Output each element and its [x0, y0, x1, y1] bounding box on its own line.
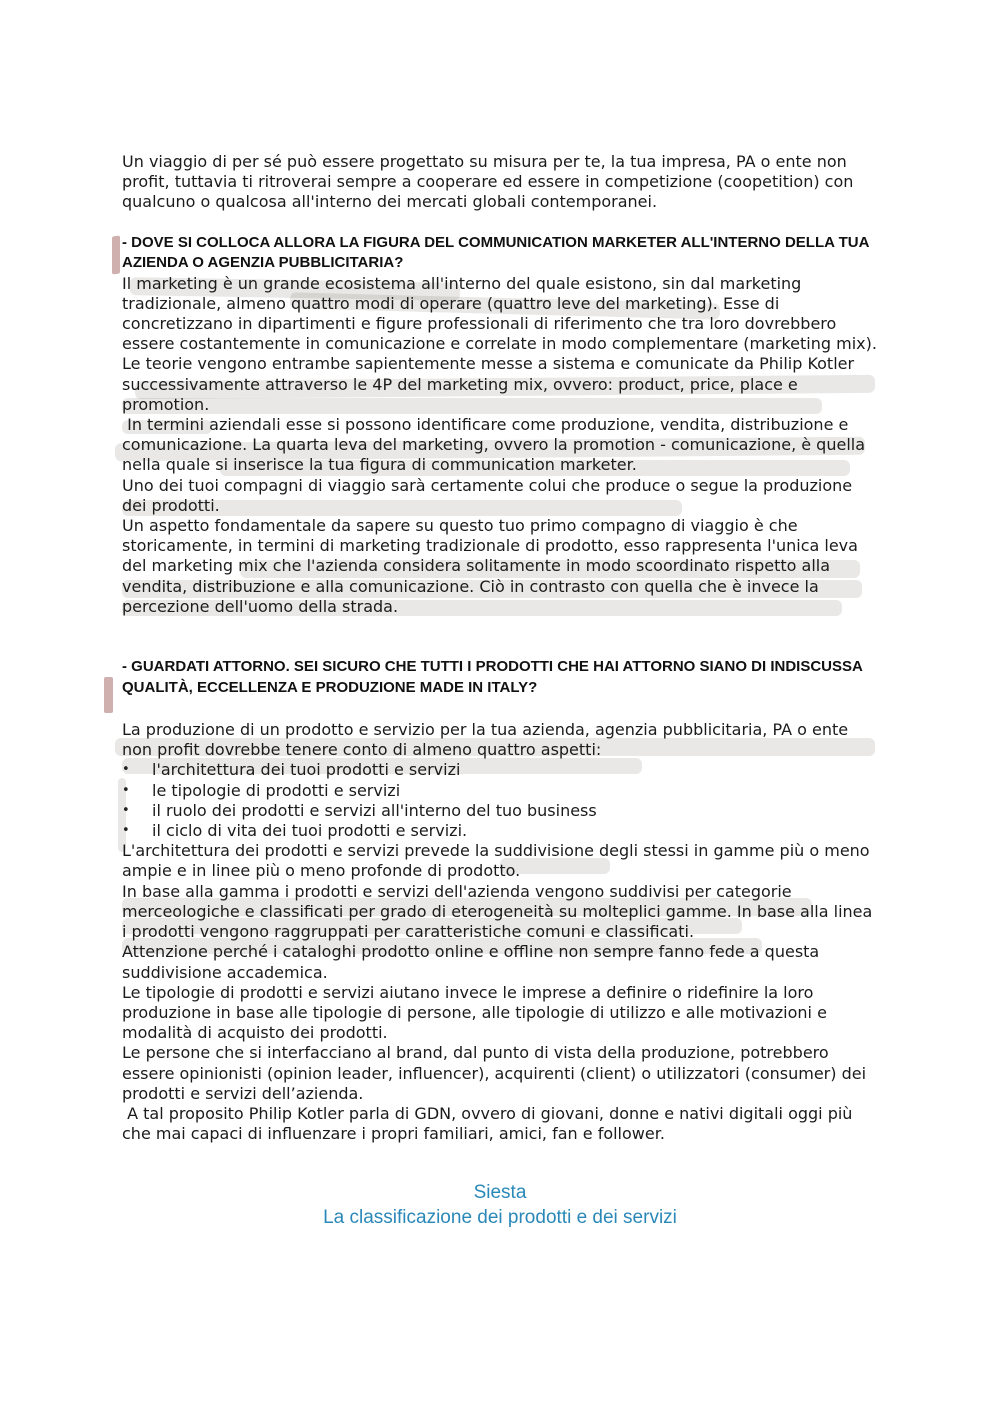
document-body — [122, 152, 878, 1144]
paragraph: Le teorie vengono entrambe sapientemente messe a sistema e comunicate da Philip Kotler successivamente attraverso le 4P del marketing mix, ovvero: product, price, place e promotion. — [122, 354, 855, 414]
section-heading-1: - DOVE SI COLLOCA ALLORA LA FIGURA DEL COMMUNICATION MARKETER ALL'INTERNO DELLA TUA AZIENDA O AGENZIA PUBBLICITARIA? — [122, 233, 869, 272]
paragraph: Le tipologie di prodotti e servizi aiutano invece le imprese a definire o ridefinire la loro produzione in base alle tipologie di persone, alle tipologie di utilizzo e alle motivazioni e modalità di acquisto dei prodotti. — [122, 982, 827, 1043]
section-heading-2: - GUARDATI ATTORNO. SEI SICURO CHE TUTTI I PRODOTTI CHE HAI ATTORNO SIANO DI INDISCUSSA QUALITÀ, ECCELLENZA E PRODUZIONE MADE IN ITALY? — [122, 658, 863, 696]
list-item: • il ciclo di vita dei tuoi prodotti e servizi. — [122, 821, 878, 841]
paragraph: A tal proposito Philip Kotler parla di GDN, ovvero di giovani, donne e nativi digitali oggi più che mai capaci di influenzare i propri familiari, amici, fan e follower. — [122, 1103, 858, 1144]
paragraph: Uno dei tuoi compagni di viaggio sarà certamente colui che produce o segue la produzione dei prodotti. — [122, 475, 853, 515]
intro-paragraph: Un viaggio di per sé può essere progettato su misura per te, la tua impresa, PA o ente non profit, tuttavia ti ritroverai sempre a cooperare ed essere in competizione (coopetition) con qualcuno o qualcosa all'interno dei mercati globali contemporanei. — [122, 152, 854, 212]
paragraph: Il marketing è un grande ecosistema all'interno del quale esistono, sin dal marketing tradizionale, almeno quattro modi di operare (quattro leve del marketing). Esse di concretizzano in dipartimenti e figure professionali di riferimento che tra loro dovrebbero essere costantemente in comunicazione e correlate in modo complementare (marketing mix). — [122, 273, 877, 354]
footer-titles — [0, 1180, 1000, 1230]
paragraph: Un aspetto fondamentale da sapere su questo tuo primo compagno di viaggio è che storicamente, in termini di marketing tradizionale di prodotto, esso rappresenta l'unica leva del marketing mix che l'azienda considera solitamente in modo scoordinato rispetto alla vendita, distribuzione e alla comunicazione. Ciò in contrasto con quella che è invece la percezione dell'uomo della strada. — [122, 516, 858, 616]
list-item: • le tipologie di prodotti e servizi — [122, 781, 878, 801]
paragraph: Le persone che si interfacciano al brand, dal punto di vista della produzione, potrebbero essere opinionisti (opinion leader, influencer), acquirenti (client) o utilizzatori (consumer) dei prodotti e servizi dell’azienda. — [122, 1043, 867, 1103]
aspects-list — [122, 760, 878, 841]
paragraph: L'architettura dei prodotti e servizi prevede la suddivisione degli stessi in gamme più o meno ampie e in linee più o meno profonde di prodotto. — [122, 841, 870, 881]
list-item: • l'architettura dei tuoi prodotti e servizi — [122, 760, 878, 780]
footer-title: Siesta — [473, 1182, 527, 1203]
paragraph: In base alla gamma i prodotti e servizi dell'azienda vengono suddivisi per categorie merceologiche e classificati per grado di eterogeneità su molteplici gamme. In base alla linea i prodotti vengono raggruppati per caratteristiche comuni e classificati. — [122, 881, 873, 942]
footer-subtitle: La classificazione dei prodotti e dei servizi — [323, 1207, 677, 1228]
list-item: • il ruolo dei prodotti e servizi all'interno del tuo business — [122, 801, 878, 821]
paragraph: La produzione di un prodotto e servizio per la tua azienda, agenzia pubblicitaria, PA o ente non profit dovrebbe tenere conto di almeno quattro aspetti: — [122, 720, 849, 760]
margin-marker-2 — [104, 677, 113, 713]
paragraph: In termini aziendali esse si possono identificare come produzione, vendita, distribuzione e comunicazione. La quarta leva del marketing, ovvero la promotion - comunicazione, è quella nella quale si inserisce la tua figura di communication marketer. — [122, 415, 871, 475]
margin-marker-1 — [112, 235, 120, 274]
paragraph: Attenzione perché i cataloghi prodotto online e offline non sempre fanno fede a questa suddivisione accademica. — [122, 942, 820, 982]
